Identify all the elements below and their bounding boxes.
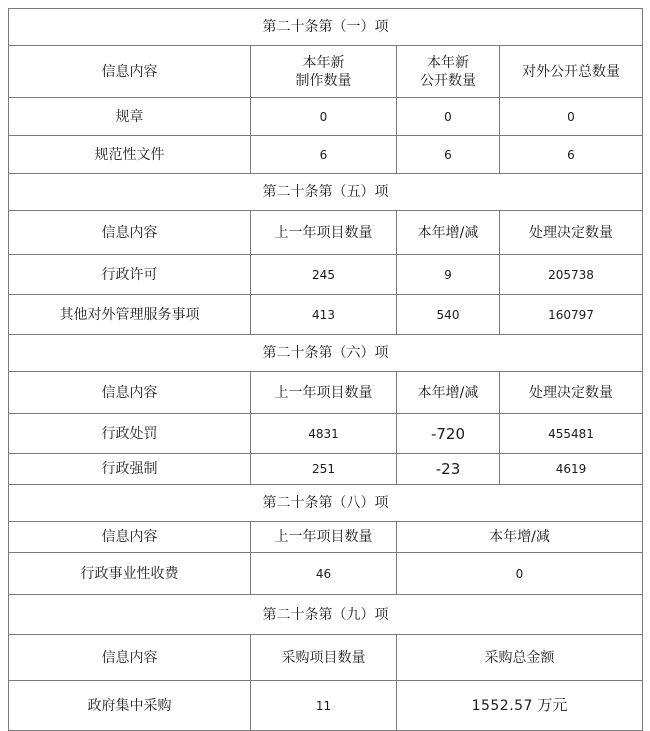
- header-cell: 信息内容: [9, 211, 251, 255]
- value-cell: 4831: [251, 414, 397, 454]
- value-cell: 0: [251, 98, 397, 136]
- value-cell: 6: [397, 136, 500, 174]
- row-label: 政府集中采购: [9, 681, 251, 731]
- table-row: [9, 454, 643, 485]
- header-cell: 处理决定数量: [500, 211, 643, 255]
- row-label: 规章: [9, 98, 251, 136]
- value-cell: 0: [397, 98, 500, 136]
- header-cell: 本年增/减: [397, 211, 500, 255]
- table-row: [9, 681, 643, 731]
- header-cell: 本年增/减: [397, 522, 643, 553]
- row-label: 行政处罚: [9, 414, 251, 454]
- value-cell: 251: [251, 454, 397, 485]
- section-title: 第二十条第（八）项: [9, 485, 643, 522]
- header-cell: 信息内容: [9, 46, 251, 98]
- header-cell: 信息内容: [9, 522, 251, 553]
- value-cell: 540: [397, 295, 500, 335]
- header-cell: 对外公开总数量: [500, 46, 643, 98]
- header-cell: 本年增/减: [397, 372, 500, 414]
- value-cell: 9: [397, 255, 500, 295]
- section-title-row: [9, 335, 643, 372]
- section-title-row: [9, 485, 643, 522]
- section-title-row: [9, 9, 643, 46]
- value-cell: 11: [251, 681, 397, 731]
- value-cell: 455481: [500, 414, 643, 454]
- header-row: [9, 635, 643, 681]
- table-row: [9, 295, 643, 335]
- section-title: 第二十条第（六）项: [9, 335, 643, 372]
- section-title-row: [9, 174, 643, 211]
- value-cell: -23: [397, 454, 500, 485]
- value-cell: 4619: [500, 454, 643, 485]
- section-title: 第二十条第（五）项: [9, 174, 643, 211]
- header-cell: 信息内容: [9, 372, 251, 414]
- table-row: [9, 136, 643, 174]
- section-title: 第二十条第（九）项: [9, 595, 643, 635]
- value-cell: 0: [500, 98, 643, 136]
- value-cell: -720: [397, 414, 500, 454]
- value-cell: 245: [251, 255, 397, 295]
- header-row: [9, 372, 643, 414]
- table-row: [9, 98, 643, 136]
- header-cell: 采购总金额: [397, 635, 643, 681]
- table-row: [9, 553, 643, 595]
- header-cell: 本年新 制作数量: [251, 46, 397, 98]
- value-cell: 413: [251, 295, 397, 335]
- header-cell: 信息内容: [9, 635, 251, 681]
- header-cell: 本年新 公开数量: [397, 46, 500, 98]
- table-row: [9, 255, 643, 295]
- disclosure-table-sheet: [8, 8, 642, 731]
- value-cell: 6: [500, 136, 643, 174]
- row-label: 其他对外管理服务事项: [9, 295, 251, 335]
- header-cell: 上一年项目数量: [251, 522, 397, 553]
- amount-unit: 万元: [537, 696, 568, 714]
- header-row: [9, 211, 643, 255]
- value-cell: 0: [397, 553, 643, 595]
- header-row: [9, 46, 643, 98]
- procurement-amount: [397, 681, 643, 731]
- value-cell: 160797: [500, 295, 643, 335]
- row-label: 规范性文件: [9, 136, 251, 174]
- value-cell: 6: [251, 136, 397, 174]
- header-cell: 处理决定数量: [500, 372, 643, 414]
- row-label: 行政事业性收费: [9, 553, 251, 595]
- section-title-row: [9, 595, 643, 635]
- row-label: 行政强制: [9, 454, 251, 485]
- header-cell: 采购项目数量: [251, 635, 397, 681]
- value-cell: 46: [251, 553, 397, 595]
- disclosure-table: [8, 8, 643, 731]
- header-cell: 上一年项目数量: [251, 211, 397, 255]
- value-cell: 205738: [500, 255, 643, 295]
- header-cell: 上一年项目数量: [251, 372, 397, 414]
- table-row: [9, 414, 643, 454]
- row-label: 行政许可: [9, 255, 251, 295]
- header-row: [9, 522, 643, 553]
- section-title: 第二十条第（一）项: [9, 9, 643, 46]
- amount-value: 1552.57: [471, 698, 533, 714]
